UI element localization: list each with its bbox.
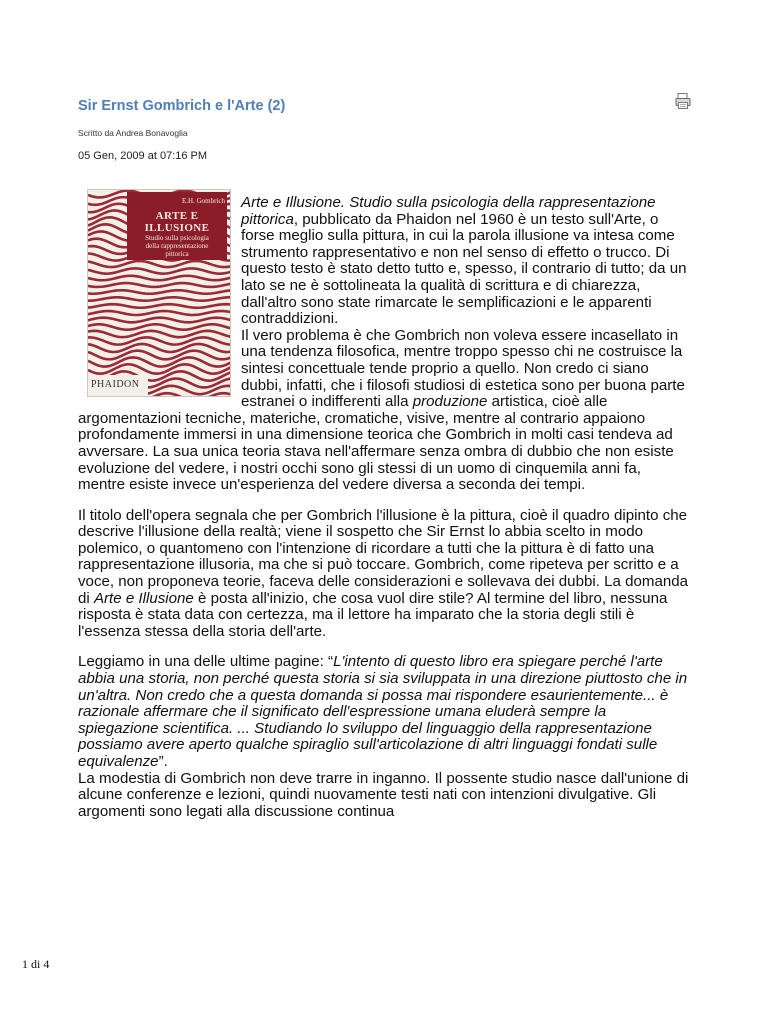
paragraph-4-text-b: ”. (158, 753, 168, 770)
cover-wave-line (88, 261, 231, 267)
article-title[interactable]: Sir Ernst Gombrich e l'Arte (2) (78, 98, 286, 114)
paragraph-1-text: , pubblicato da Phaidon nel 1960 è un testo sull'Arte, o forse meglio sulla pittura, in cui la parola illusione va intesa come strumento rappresentativo e non nel senso di effetto o trucco. Di questo testo è stato detto tutto e, spesso, il contrario di tutto; da un lato se ne è sottolineata la qualità di scrittura e di chiarezza, dall'altro sono state rimarcate le semplificazioni e le apparenti contraddizioni. (241, 210, 687, 328)
paragraph-4-text-a: Leggiamo in una delle ultime pagine: “ (78, 653, 334, 671)
paragraph-3-text-b: è posta all'inizio, che cosa vuol dire stile? Al termine del libro, nessuna risposta è stata data con certezza, ma il lettore ha imparato che la storia degli stili è l'essenza stessa della storia dell'arte. (78, 589, 668, 640)
author-line: Scritto da Andrea Bonavoglia (78, 128, 188, 138)
cover-title: ARTE E ILLUSIONE (144, 209, 210, 234)
cover-wave-line (88, 337, 231, 344)
cover-wave-line (88, 304, 231, 308)
paragraph-3-italic: Arte e Illusione (93, 589, 194, 607)
cover-wave-line (88, 311, 231, 315)
paragraph-3-text-a: Il titolo dell'opera segnala che per Gombrich l'illusione è la pittura, cioè il quadro dipinto che descrive l'illusione della realtà; viene il sospetto che Sir Ernst lo abbia scelto in modo polemico, o quantomeno con l'intenzione di ricordare a tutti che la pittura è di fatto una rappresentazione illusoria, ma che si può toccare. Gombrich, come ripeteva per scritto e a voce, non proponeva teorie, faceva delle considerazioni e sollevava dei dubbi. La domanda di (78, 506, 689, 607)
cover-wave-line (88, 268, 231, 273)
cover-subtitle-3: pittorica (165, 249, 189, 258)
paragraph-2-italic: produzione (412, 393, 488, 411)
paragraph-2-text-b: artistica, cioè alle argomentazioni tecniche, materiche, cromatiche, visive, mentre al contrario appaiono profondamente immersi in una dimensione teorica che Gombrich in molti casi tendeva ad avversare. La sua unica teoria stava nell'affermare senza ombra di dubbio che non esiste evoluzione del vedere, i nostri occhi sono gli stessi di un uomo di cinquemila anni fa, mentre esiste invece un'esperienza del vedere diversa a seconda dei tempi. (78, 393, 674, 494)
book-cover-image (87, 189, 231, 397)
cover-wave-line (88, 344, 231, 352)
cover-wave-line (88, 297, 231, 300)
cover-wave-line (88, 331, 231, 337)
cover-wave-line (88, 318, 231, 323)
printer-icon[interactable] (674, 92, 692, 110)
cover-wave-line (88, 324, 231, 329)
paragraph-2-text-a: Il vero problema è che Gombrich non voleva essere incasellato in una tendenza filosofica, mentre troppo spesso chi ne costruisce la sintesi concettuale tende proprio a quello. Non credo ci siano dubbi, infatti, che i filosofi studiosi di estetica sono per buona parte estranei o indifferenti alla (241, 326, 685, 411)
cover-subtitle-1: Studio sulla psicologia (145, 233, 209, 242)
quote-italic: L'intento di questo libro era spiegare perché l'arte abbia una storia, non perché questa storia si sia sviluppata in una direzione piuttosto che in un'altra. Non credo che a questa domanda si possa mai rispondere esaurientemente... è razionale affermare che il significato dell'espressione umana eluderà sempre la spiegazione scientifica. ... Studiando lo sviluppo del linguaggio della rappresentazione possiamo avere aperto qualche spiraglio sull'articolazione di altri linguaggi fondati sulle equivalenze (78, 653, 688, 770)
cover-subtitle-2: della rappresentazione (145, 241, 209, 250)
cover-wave-line (88, 276, 231, 280)
date-line: 05 Gen, 2009 at 07:16 PM (78, 150, 208, 162)
cover-author: E.H. Gombrich (182, 197, 225, 205)
page-number: 1 di 4 (22, 957, 50, 971)
paragraph-5: La modestia di Gombrich non deve trarre in inganno. Il possente studio nasce dall'unione di alcune conferenze e lezioni, quindi nuovamente testi nati con intenzioni divulgative. Gli argomenti sono legati alla discussione continua (78, 769, 689, 820)
cover-wave-line (88, 290, 231, 294)
article-body (78, 195, 690, 820)
cover-publisher: PHAIDON (88, 375, 148, 396)
paragraph-3 (78, 508, 690, 641)
book-title-italic: Arte e Illusione. Studio sulla psicologia della rappresentazione pittorica (241, 194, 656, 228)
cover-wave-line (88, 283, 231, 287)
cover-label (127, 192, 227, 260)
paragraph-4 (78, 654, 690, 770)
